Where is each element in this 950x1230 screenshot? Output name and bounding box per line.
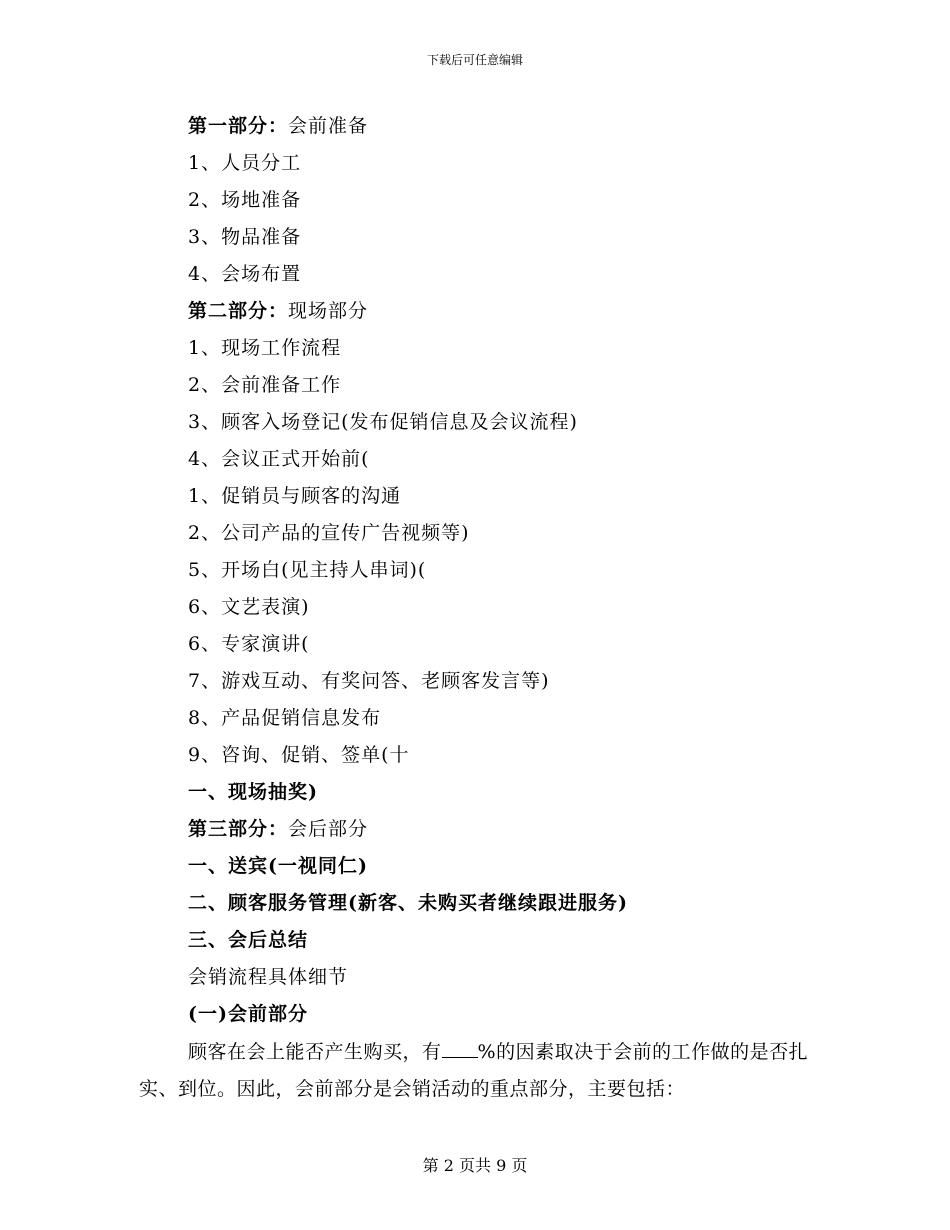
list-item: 2、会前准备工作: [188, 374, 342, 396]
list-item: 1、促销员与顾客的沟通: [188, 485, 402, 507]
section-heading-part-2: [188, 298, 368, 324]
section-heading-part-1: [188, 113, 368, 139]
section-title: 会后部分: [288, 818, 369, 840]
list-item: 9、咨询、促销、签单(十: [188, 744, 410, 766]
page-footer: 第 2 页共 9 页: [422, 1156, 528, 1175]
list-item: 1、人员分工: [188, 152, 302, 174]
list-item: 2、公司产品的宣传广告视频等): [188, 522, 470, 544]
list-item-bold: 一、现场抽奖): [188, 781, 318, 803]
section-label: 第一部分：: [188, 115, 289, 137]
list-item: 7、游戏互动、有奖问答、老顾客发言等): [188, 670, 550, 692]
list-item: 4、会议正式开始前(: [188, 448, 370, 470]
list-item: 2、场地准备: [188, 189, 302, 211]
section-title: 会前准备: [288, 115, 369, 137]
section-label: 第二部分：: [188, 300, 289, 322]
section-heading-part-3: [188, 816, 368, 842]
page-header: 下载后可任意编辑: [426, 53, 523, 67]
list-item-bold: 二、顾客服务管理(新客、未购买者继续跟进服务): [188, 892, 628, 914]
fill-in-blank: [442, 1039, 478, 1058]
list-item: 1、现场工作流程: [188, 337, 342, 359]
list-item: 5、开场白(见主持人串词)(: [188, 559, 427, 581]
subsection-title: 会销流程具体细节: [188, 966, 349, 988]
subsection-heading: (一)会前部分: [188, 1003, 308, 1025]
section-title: 现场部分: [288, 300, 369, 322]
list-item: 4、会场布置: [188, 263, 302, 285]
list-item: 3、顾客入场登记(发布促销信息及会议流程): [188, 411, 578, 433]
list-item-bold: 三、会后总结: [188, 929, 309, 951]
section-label: 第三部分：: [188, 818, 289, 840]
paragraph-text-start: 顾客在会上能否产生购买，有: [188, 1041, 442, 1063]
list-item: 3、物品准备: [188, 226, 302, 248]
body-paragraph: [139, 1034, 809, 1108]
list-item: 8、产品促销信息发布: [188, 707, 382, 729]
list-item: 6、文艺表演): [188, 596, 310, 618]
list-item: 6、专家演讲(: [188, 633, 310, 655]
list-item-bold: 一、送宾(一视同仁): [188, 855, 368, 877]
paragraph-text-end: %的因素取决于会前的工作做的是否扎实、到位。因此，会前部分是会销活动的重点部分，主要包括：: [139, 1041, 809, 1100]
